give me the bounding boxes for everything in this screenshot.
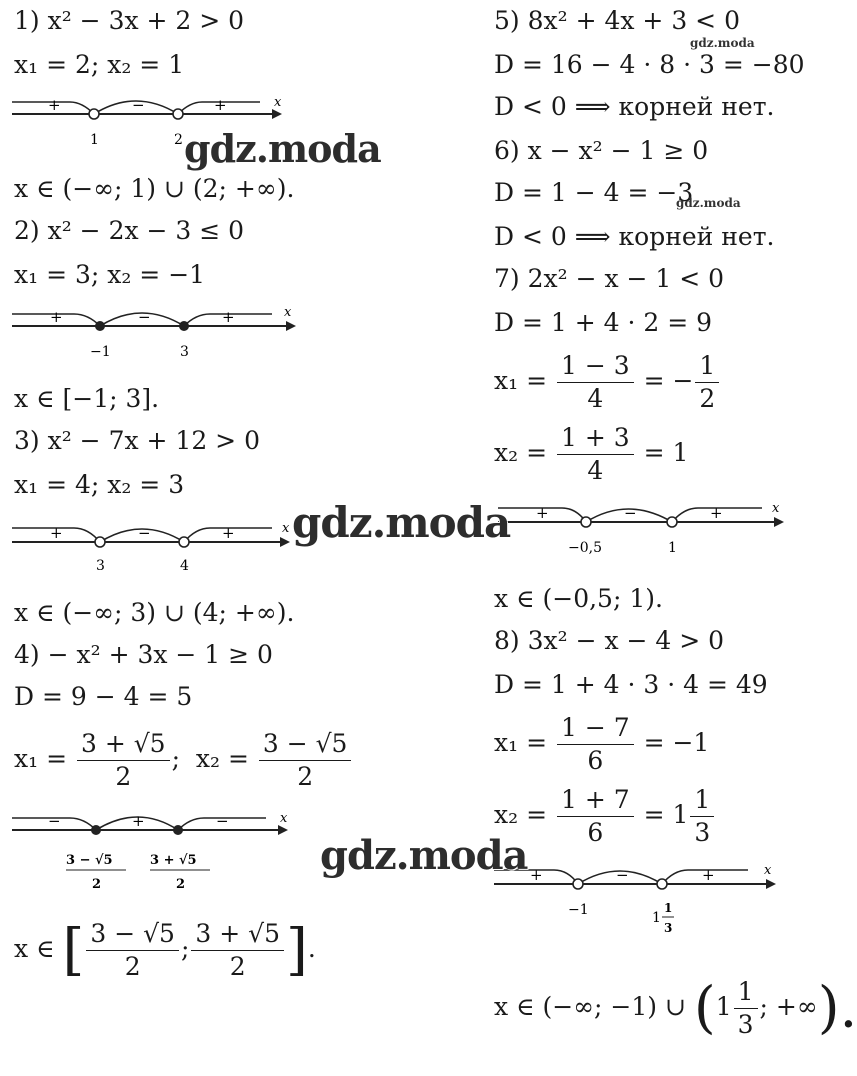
sign: + [214,96,227,114]
problem-8-x1: x₁ = $\frac{1 - 7}{6}$ = −1 [494,713,710,775]
tick-label-num: 3 + √5 [150,853,197,868]
x1-fraction: $\frac{1 - 7}{6}$ [557,712,634,777]
watermark-logo: gdz.moda [320,832,528,879]
problem-8-number-line [492,854,792,948]
sign: − [616,866,629,884]
x1-fraction: $\frac{1 - 3}{4}$ [557,350,634,415]
problem-5-conclusion: D < 0 ⟹ корней нет. [494,92,775,121]
problem-4-discriminant: D = 9 − 4 = 5 [14,682,193,711]
tick-label: 4 [180,558,189,574]
x2-fraction: $\frac{1 + 7}{6}$ [557,784,634,849]
sign: − [132,96,145,114]
sign: − [624,504,637,522]
tick-label: −0,5 [568,540,602,556]
problem-3-answer: x ∈ (−∞; 3) ∪ (4; +∞). [14,598,295,627]
axis-label: x [282,521,290,536]
watermark-small: gdz.moda [676,196,741,210]
sign: + [536,504,549,522]
sign: − [138,308,151,326]
problem-1-roots: x₁ = 2; x₂ = 1 [14,50,185,79]
tick-label: 2 [174,132,183,148]
x2-label: x₂ = [195,744,249,773]
x1-label: x₁ = [14,744,68,773]
axis-label: x [772,501,780,516]
tick-label: −1 [568,902,589,918]
tick-label-den: 3 [664,921,673,935]
problem-8-inequality: 8) 3x² − x − 4 > 0 [494,626,725,655]
sign: + [132,812,145,830]
problem-2-roots: x₁ = 3; x₂ = −1 [14,260,206,289]
problem-4-number-line [10,806,300,896]
problem-2-answer: x ∈ [−1; 3]. [14,384,160,413]
problem-7-discriminant: D = 1 + 4 · 2 = 9 [494,308,713,337]
tick-label-num: 3 − √5 [66,853,113,868]
problem-8-x2: x₂ = $\frac{1 + 7}{6}$ = 1 $\frac{1}{3}$ [494,784,716,849]
tick-label-whole: 1 [652,910,661,926]
sign: − [216,812,229,830]
axis-label: x [284,305,292,320]
watermark-logo: gdz.moda [292,498,511,547]
problem-5-inequality: 5) 8x² + 4x + 3 < 0 [494,6,740,35]
tick-label: −1 [90,344,111,360]
watermark-small: gdz.moda [690,36,755,50]
problem-1-inequality: 1) x² − 3x + 2 > 0 [14,6,245,35]
sign: + [222,308,235,326]
sign: + [702,866,715,884]
problem-8-discriminant: D = 1 + 4 · 3 · 4 = 49 [494,670,768,699]
problem-4-answer: x ∈ [ $\frac{3 - √5}{2}$ ; $\frac{3 + √5}{2}$ ]. [14,917,316,983]
tick-label-den: 2 [176,877,186,892]
sign: + [50,308,63,326]
problem-7-inequality: 7) 2x² − x − 1 < 0 [494,264,725,293]
sign: + [48,96,61,114]
axis-label: x [764,863,772,878]
problem-7-answer: x ∈ (−0,5; 1). [494,584,663,613]
tick-label: 1 [90,132,99,148]
sign: + [50,524,63,542]
problem-4-roots: x₁ = $\frac{3 + √5}{2}$ ; x₂ = $\frac{3 - √5}{2}$ [14,728,353,793]
sign: − [48,812,61,830]
problem-7-x1: x₁ = $\frac{1 - 3}{4}$ = − $\frac{1}{2}$ [494,350,721,415]
problem-6-inequality: 6) x − x² − 1 ≥ 0 [494,136,709,165]
watermark-logo: gdz.moda [184,126,381,171]
x1-fraction: $\frac{3 + √5}{2}$ [77,728,170,793]
problem-3-roots: x₁ = 4; x₂ = 3 [14,470,185,499]
tick-label: 3 [96,558,105,574]
tick-label: 3 [180,344,189,360]
problem-7-number-line [496,494,796,560]
problem-7-x2: x₂ = $\frac{1 + 3}{4}$ = 1 [494,423,689,485]
problem-4-inequality: 4) − x² + 3x − 1 ≥ 0 [14,640,273,669]
tick-label: 1 [668,540,677,556]
problem-5-discriminant: D = 16 − 4 · 8 · 3 = −80 [494,50,805,79]
problem-1-answer: x ∈ (−∞; 1) ∪ (2; +∞). [14,174,295,203]
sign: − [138,524,151,542]
axis-label: x [280,811,288,826]
problem-2-number-line [10,302,300,362]
sign: + [222,524,235,542]
tick-label-num: 1 [664,901,673,915]
problem-2-inequality: 2) x² − 2x − 3 ≤ 0 [14,216,245,245]
axis-label: x [274,95,282,110]
sign: + [530,866,543,884]
problem-3-number-line [10,514,300,574]
problem-3-inequality: 3) x² − 7x + 12 > 0 [14,426,260,455]
tick-label-den: 2 [92,877,102,892]
problem-6-discriminant: D = 1 − 4 = −3 [494,178,694,207]
problem-8-answer: x ∈ (−∞; −1) ∪ (1 $\frac{1}{3}$ ; +∞). [494,975,857,1041]
x2-fraction: $\frac{3 - √5}{2}$ [259,728,352,793]
sign: + [710,504,723,522]
problem-6-conclusion: D < 0 ⟹ корней нет. [494,222,775,251]
x2-fraction: $\frac{1 + 3}{4}$ [557,422,634,487]
